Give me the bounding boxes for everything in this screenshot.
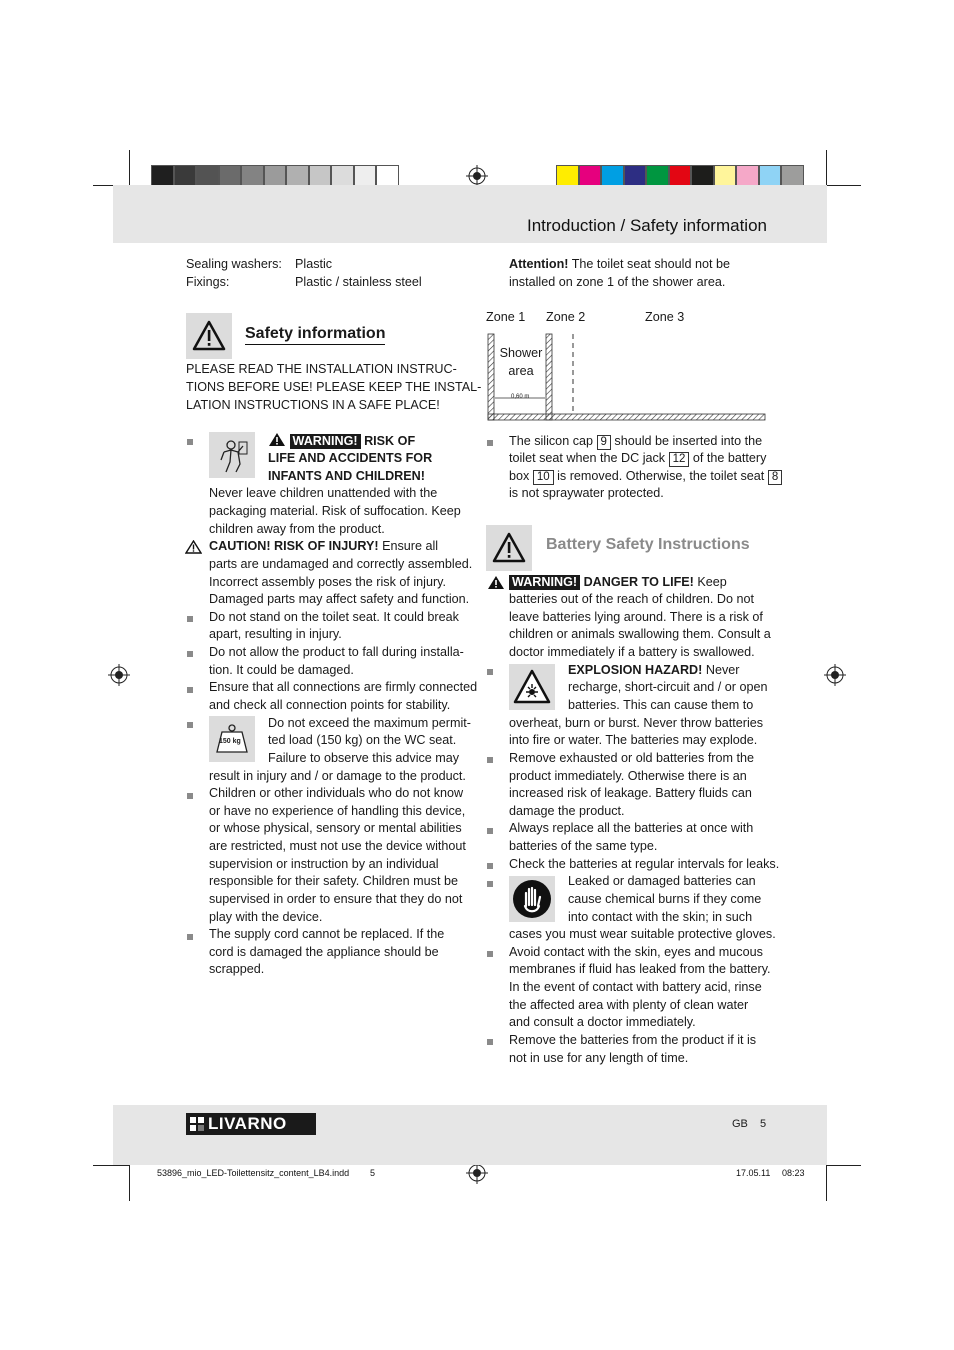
body-line: responsible for their safety. Children must be	[209, 874, 458, 888]
body-line: and consult a doctor immediately.	[509, 1015, 696, 1029]
children-heading-line: RISK OF	[364, 434, 416, 448]
color-swatch	[759, 165, 782, 187]
part-number: 10	[533, 470, 554, 485]
color-swatch	[556, 165, 579, 187]
body-line: In the event of contact with battery acid, rinse	[509, 980, 762, 994]
explosion-line	[568, 662, 739, 680]
warning-icon-box	[486, 525, 532, 571]
body-line: cases you must wear suitable protective gloves.	[509, 927, 776, 941]
body-line: Children or other individuals who do not know	[209, 786, 464, 800]
body-line: tion. It could be damaged.	[209, 663, 354, 677]
body-line	[509, 433, 762, 451]
bullet	[487, 440, 493, 446]
shower-label-line: Shower	[499, 346, 543, 360]
max-load-icon-box	[209, 716, 255, 762]
color-swatch	[331, 165, 354, 187]
body-line: Avoid contact with the skin, eyes and mucous	[509, 945, 763, 959]
attention-line	[509, 256, 730, 274]
body-line: the affected area with plenty of clean water	[509, 998, 749, 1012]
warning-label: WARNING!	[509, 575, 580, 590]
body-line: doctor immediately if a battery is swallowed.	[509, 645, 755, 659]
shower-area-label	[496, 344, 546, 380]
color-swatch	[196, 165, 219, 187]
body-line: parts are undamaged and correctly assembled.	[209, 557, 473, 571]
safety-heading: Safety information	[245, 325, 385, 345]
body-line: Incorrect assembly poses the risk of injury.	[209, 575, 447, 589]
warning-triangle-icon	[487, 575, 505, 590]
explosion-heading: EXPLOSION HAZARD!	[568, 663, 703, 677]
body-line: The supply cord cannot be replaced. If the	[209, 927, 445, 941]
print-date: 17.05.11	[736, 1168, 771, 1178]
bullet	[187, 439, 193, 445]
body-line: scrapped.	[209, 962, 265, 976]
body-line: installed on zone 1 of the shower area.	[509, 275, 726, 289]
color-swatch	[264, 165, 287, 187]
body-line: Always replace all the batteries at once with	[509, 821, 754, 835]
intro-line: PLEASE READ THE INSTALLATION INSTRUC-	[186, 362, 457, 376]
body-line: result in injury and / or damage to the product.	[209, 769, 466, 783]
body-line: or have no experience of handling this device,	[209, 804, 466, 818]
explosion-icon-box	[509, 664, 555, 710]
explosion-hazard-icon	[509, 664, 555, 710]
color-swatch	[579, 165, 602, 187]
bullet	[187, 722, 193, 728]
children-heading-line: LIFE AND ACCIDENTS FOR	[268, 451, 433, 465]
crop-mark	[826, 150, 827, 186]
body-line: packaging material. Risk of suffocation. Keep	[209, 504, 461, 518]
bullet	[487, 669, 493, 675]
body-line: batteries. This can cause them to	[568, 698, 754, 712]
page-title: Introduction / Safety information	[526, 216, 767, 235]
bullet	[187, 934, 193, 940]
color-swatch	[714, 165, 737, 187]
body-line: play with the device.	[209, 910, 323, 924]
body-line: increased risk of leakage. Battery fluids can	[509, 786, 752, 800]
body-line: or whose physical, sensory or mental abilities	[209, 821, 462, 835]
body-line: Damaged parts may affect safety and function.	[209, 592, 470, 606]
body-line: are restricted, must not use the device without	[209, 839, 466, 853]
color-swatch	[376, 165, 399, 187]
danger-line	[509, 574, 727, 592]
spec-label: Sealing washers:	[186, 257, 282, 271]
body-line: membranes if fluid has leaked from the battery.	[509, 962, 771, 976]
danger-heading: DANGER TO LIFE!	[583, 575, 694, 589]
brand-name: LIVARNO	[208, 1114, 287, 1133]
zone-label: Zone 2	[546, 310, 586, 324]
weight-label: 150 kg	[219, 738, 241, 745]
body-line: apart, resulting in injury.	[209, 627, 342, 641]
warning-label: WARNING!	[290, 434, 361, 449]
color-swatch	[286, 165, 309, 187]
body-line: leave batteries lying around. There is a risk of	[509, 610, 763, 624]
body-line: Do not exceed the maximum permit-	[268, 716, 471, 730]
spec-label: Fixings:	[186, 275, 230, 289]
caution-heading: CAUTION! RISK OF INJURY!	[209, 539, 379, 553]
body-line: ted load (150 kg) on the WC seat.	[268, 733, 457, 747]
bullet	[187, 651, 193, 657]
color-swatch	[736, 165, 759, 187]
body-text: Keep	[697, 575, 727, 589]
shower-label-line: area	[508, 364, 534, 378]
body-line: is not spraywater protected.	[509, 486, 664, 500]
livarno-logo	[186, 1113, 316, 1135]
body-line	[509, 450, 766, 468]
caution-line	[209, 538, 438, 556]
zone-divider-wall	[546, 334, 552, 420]
bullet	[487, 951, 493, 957]
part-number: 8	[768, 470, 782, 485]
registration-mark-icon	[108, 664, 130, 686]
body-line: Never leave children unattended with the	[209, 486, 438, 500]
page-number: 5	[760, 1118, 767, 1130]
file-name: 53896_mio_LED-Toilettensitz_content_LB4.indd	[157, 1168, 350, 1178]
floor	[488, 414, 765, 420]
bullet	[187, 616, 193, 622]
body-text: should be inserted into the	[614, 434, 763, 448]
logo-mark-icon	[190, 1117, 204, 1131]
warning-icon-box	[186, 313, 232, 359]
color-swatch	[624, 165, 647, 187]
print-time: 08:23	[782, 1168, 805, 1178]
battery-heading: Battery Safety Instructions	[546, 536, 750, 553]
color-swatch	[781, 165, 804, 187]
registration-mark-icon	[824, 664, 846, 686]
body-line: children or animals swallowing them. Consult a	[509, 627, 771, 641]
body-line: batteries of the same type.	[509, 839, 658, 853]
intro-line: TIONS BEFORE USE! PLEASE KEEP THE INSTAL-	[186, 380, 482, 394]
color-swatch	[691, 165, 714, 187]
body-line: Remove exhausted or old batteries from the	[509, 751, 755, 765]
body-text: of the battery	[692, 451, 767, 465]
bullet	[487, 881, 493, 887]
color-swatch	[309, 165, 332, 187]
crop-mark	[827, 1165, 861, 1166]
warning-triangle-icon	[486, 525, 532, 571]
color-swatch	[219, 165, 242, 187]
bullet	[187, 687, 193, 693]
color-swatch	[174, 165, 197, 187]
file-page: 5	[370, 1168, 376, 1178]
body-line: and check all connection points for stability.	[209, 698, 451, 712]
caution-triangle-icon	[185, 540, 202, 554]
color-swatch	[669, 165, 692, 187]
body-line: Do not stand on the toilet seat. It could break	[209, 610, 459, 624]
body-line: supervision or instruction by an individual	[209, 857, 439, 871]
warning-triangle-icon	[186, 313, 232, 359]
body-line: recharge, short-circuit and / or open	[568, 680, 768, 694]
body-line	[509, 468, 782, 486]
registration-mark-icon	[466, 1162, 488, 1184]
zone-label: Zone 3	[645, 310, 685, 324]
body-line: Do not allow the product to fall during installa-	[209, 645, 464, 659]
child-packaging-icon-box	[209, 432, 255, 478]
protective-gloves-icon	[509, 876, 555, 922]
bullet	[487, 757, 493, 763]
zone-label: Zone 1	[486, 310, 526, 324]
attention-label: Attention!	[509, 257, 569, 271]
gloves-icon-box	[509, 876, 555, 922]
spec-value: Plastic / stainless steel	[295, 275, 422, 289]
body-line: damage the product.	[509, 804, 625, 818]
body-text: The silicon cap	[509, 434, 593, 448]
body-text: toilet seat when the DC jack	[509, 451, 666, 465]
body-line: Check the batteries at regular intervals for leaks.	[509, 857, 780, 871]
children-warning-heading	[268, 432, 415, 451]
child-icon	[209, 432, 255, 478]
dimension-label: 0,60 m	[511, 394, 530, 400]
crop-mark	[93, 1165, 129, 1166]
color-swatch	[151, 165, 174, 187]
spec-value: Plastic	[295, 257, 333, 271]
color-swatch	[601, 165, 624, 187]
body-line: product immediately. Otherwise there is an	[509, 769, 747, 783]
body-text: The toilet seat should not be	[571, 257, 730, 271]
crop-mark	[827, 185, 861, 186]
color-swatch	[241, 165, 264, 187]
body-line: cord is damaged the appliance should be	[209, 945, 439, 959]
registration-mark-icon	[466, 165, 488, 187]
color-swatch	[354, 165, 377, 187]
body-text: Ensure all	[382, 539, 439, 553]
shower-wall	[488, 334, 494, 420]
bullet	[187, 793, 193, 799]
body-text: Never	[705, 663, 740, 677]
language-code: GB	[732, 1118, 748, 1130]
crop-mark	[129, 150, 130, 186]
body-line: supervised in order to ensure that they do not	[209, 892, 463, 906]
crop-mark	[826, 1165, 827, 1201]
bullet	[487, 1039, 493, 1045]
body-line: Ensure that all connections are firmly connected	[209, 680, 478, 694]
body-text: is removed. Otherwise, the toilet seat	[557, 469, 765, 483]
color-swatch	[646, 165, 669, 187]
body-line: into fire or water. The batteries may explode.	[509, 733, 758, 747]
body-line: Remove the batteries from the product if it is	[509, 1033, 757, 1047]
body-line: children away from the product.	[209, 522, 385, 536]
body-line: cause chemical burns if they come	[568, 892, 762, 906]
body-line: Leaked or damaged batteries can	[568, 874, 756, 888]
part-number: 9	[597, 435, 611, 450]
body-text: box	[509, 469, 530, 483]
body-line: batteries out of the reach of children. Do not	[509, 592, 755, 606]
body-line: into contact with the skin; in such	[568, 910, 753, 924]
warning-triangle-icon	[268, 432, 286, 447]
body-line: not in use for any length of time.	[509, 1051, 689, 1065]
body-line: Failure to observe this advice may	[268, 751, 460, 765]
body-line: overheat, burn or burst. Never throw batteries	[509, 716, 764, 730]
part-number: 12	[669, 452, 690, 467]
bullet	[487, 828, 493, 834]
intro-line: LATION INSTRUCTIONS IN A SAFE PLACE!	[186, 398, 440, 412]
children-heading-line: INFANTS AND CHILDREN!	[268, 469, 425, 483]
bullet	[487, 863, 493, 869]
crop-mark	[129, 1165, 130, 1201]
